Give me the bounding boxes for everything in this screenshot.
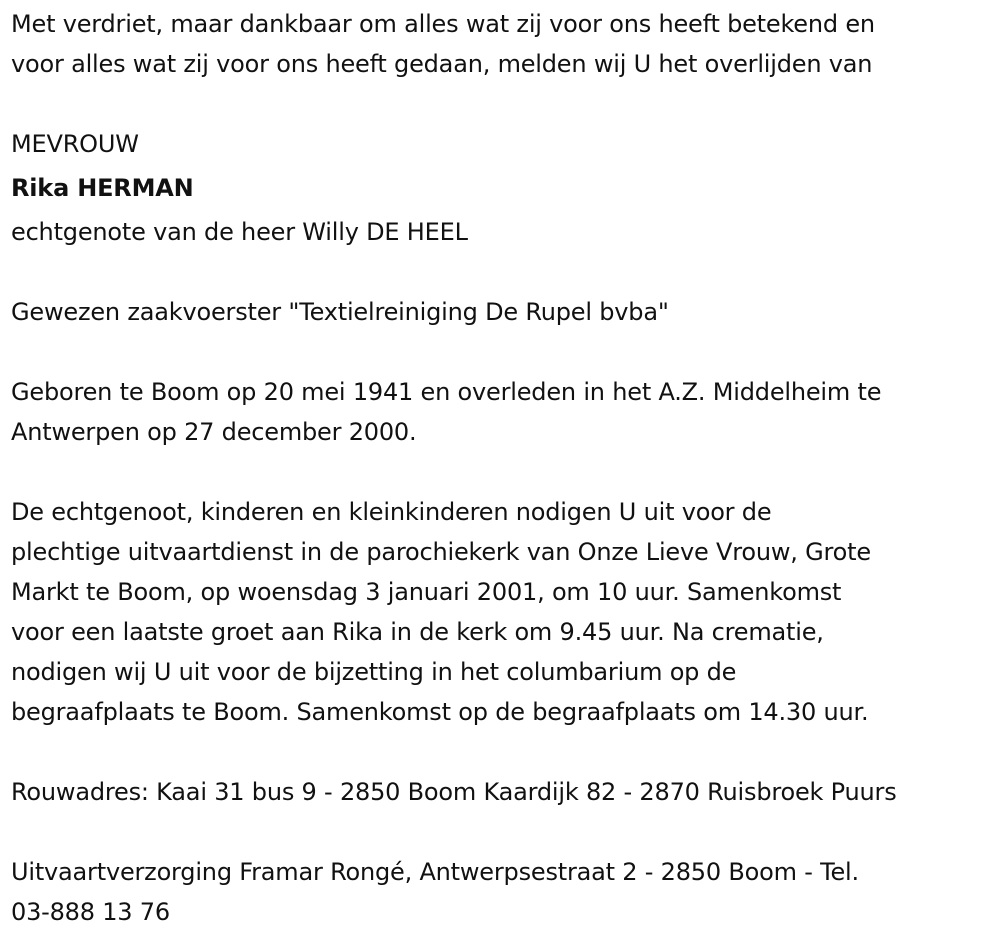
death-notice xyxy=(11,4,996,932)
service-line: De echtgenoot, kinderen en kleinkinderen nodigen U uit voor de xyxy=(11,498,772,526)
service-line: nodigen wij U uit voor de bijzetting in het columbarium op de xyxy=(11,658,737,686)
spacer xyxy=(11,732,996,772)
salutation: MEVROUW xyxy=(11,130,139,158)
service-line: voor een laatste groet aan Rika in de kerk om 9.45 uur. Na crematie, xyxy=(11,618,824,646)
spacer xyxy=(11,452,996,492)
birth-death-line: Geboren te Boom op 20 mei 1941 en overleden in het A.Z. Middelheim te xyxy=(11,378,882,406)
birth-death-line: Antwerpen op 27 december 2000. xyxy=(11,418,417,446)
spouse-line: echtgenote van de heer Willy DE HEEL xyxy=(11,218,468,246)
intro-text-line: Met verdriet, maar dankbaar om alles wat zij voor ons heeft betekend en xyxy=(11,10,875,38)
funeral-home-phone: 03-888 13 76 xyxy=(11,898,170,926)
funeral-home-line: Uitvaartverzorging Framar Rongé, Antwerpsestraat 2 - 2850 Boom - Tel. xyxy=(11,858,859,886)
occupation-line: Gewezen zaakvoerster "Textielreiniging De Rupel bvba" xyxy=(11,298,669,326)
service-line: begraafplaats te Boom. Samenkomst op de begraafplaats om 14.30 uur. xyxy=(11,698,869,726)
spacer xyxy=(11,812,996,852)
spacer xyxy=(11,84,996,124)
deceased-name: Rika HERMAN xyxy=(11,174,194,202)
intro-text-line: voor alles wat zij voor ons heeft gedaan, melden wij U het overlijden van xyxy=(11,50,873,78)
service-line: plechtige uitvaartdienst in de parochiekerk van Onze Lieve Vrouw, Grote xyxy=(11,538,871,566)
mourning-address: Rouwadres: Kaai 31 bus 9 - 2850 Boom Kaardijk 82 - 2870 Ruisbroek Puurs xyxy=(11,778,897,806)
service-line: Markt te Boom, op woensdag 3 januari 2001, om 10 uur. Samenkomst xyxy=(11,578,842,606)
spacer xyxy=(11,252,996,292)
spacer xyxy=(11,332,996,372)
